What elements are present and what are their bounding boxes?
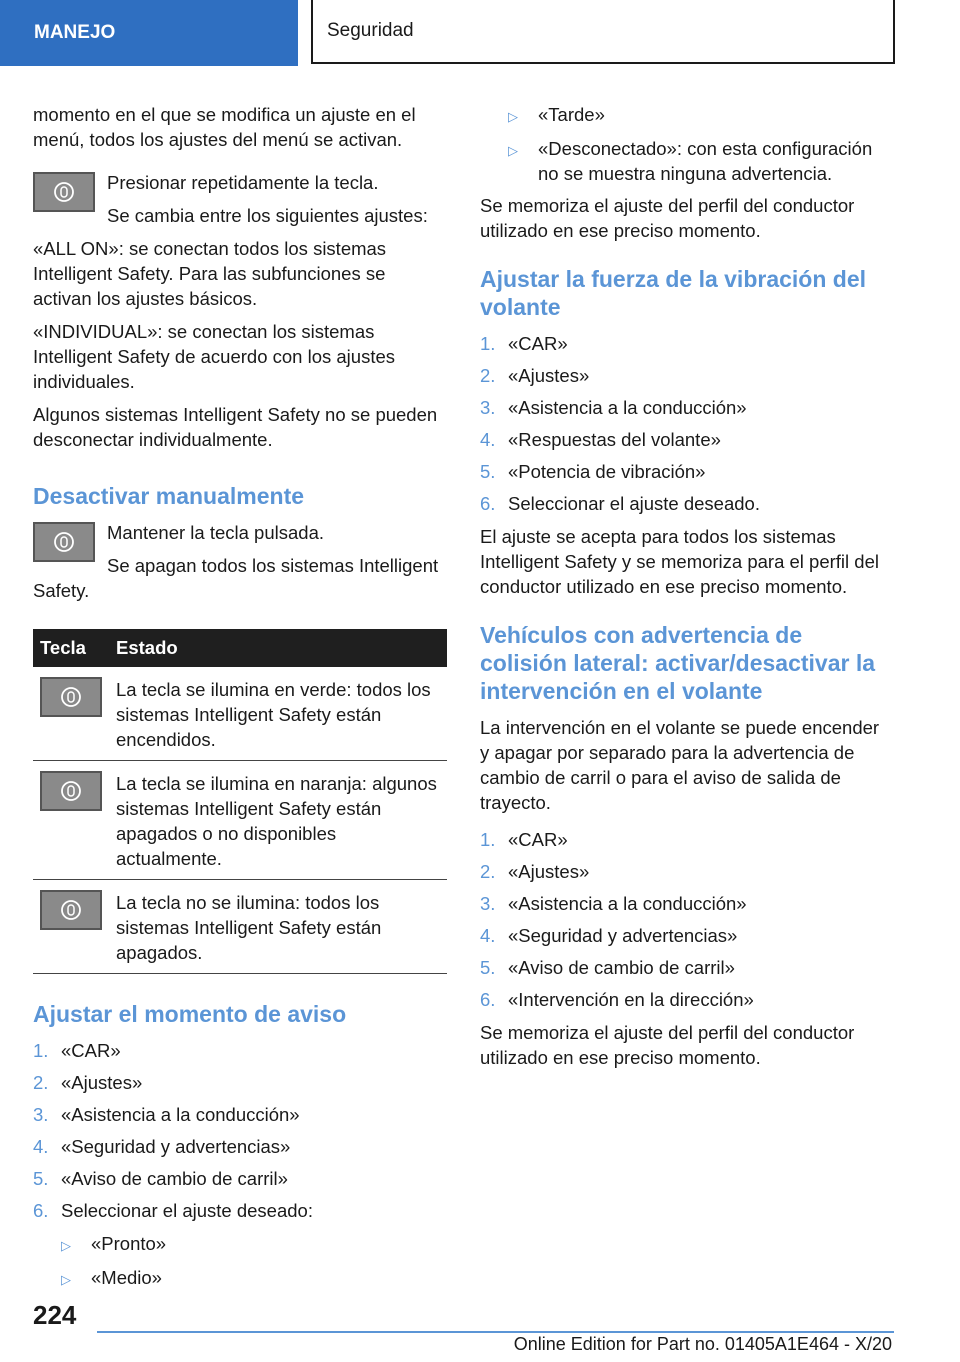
key-instruction-2	[33, 520, 447, 611]
key-off-text: Se apagan todos los sistemas Intelligent Safety.	[33, 555, 439, 601]
safety-key-icon	[33, 172, 95, 212]
memoriza-paragraph-2: Se memoriza el ajuste del perfil del conductor utilizado en ese preciso momento.	[480, 1022, 855, 1068]
page-title: Seguridad	[311, 0, 895, 64]
safety-key-unlit-icon	[40, 890, 102, 930]
options-list-right	[480, 102, 892, 186]
algunos-paragraph: Algunos sistemas Intelligent Safety no se pueden desconectar individualmente.	[33, 404, 438, 450]
key-cycle-text: Se cambia entre los siguientes ajustes:	[107, 205, 428, 226]
options-list-left	[33, 1231, 447, 1292]
triangle-bullet-icon: ▷	[61, 1238, 71, 1253]
heading-vibracion: Ajustar la fuerza de la vibración del volante	[480, 266, 867, 320]
list-item: 4. «Seguridad y advertencias»	[480, 925, 738, 946]
heading-colision-lateral: Vehículos con advertencia de colisión lateral: activar/desactivar la intervención en el volante	[480, 622, 876, 704]
list-item: ▷ «Medio»	[61, 1265, 447, 1292]
table-cell-key	[33, 761, 109, 880]
memoriza-paragraph-1: Se memoriza el ajuste del perfil del conductor utilizado en ese preciso momento.	[480, 195, 855, 241]
triangle-bullet-icon: ▷	[508, 109, 518, 124]
right-column	[480, 102, 892, 1078]
safety-key-orange-icon	[40, 771, 102, 811]
table-header-estado: Estado	[109, 629, 447, 667]
key-hold-text: Mantener la tecla pulsada.	[107, 522, 324, 543]
all-on-paragraph: «ALL ON»: se conectan todos los sistemas Intelligent Safety. Para las subfunciones se activan los ajustes básicos.	[33, 238, 387, 309]
list-item: ▷ «Tarde»	[508, 102, 892, 129]
individual-paragraph: «INDIVIDUAL»: se conectan los sistemas Intelligent Safety de acuerdo con los ajustes individuales.	[33, 321, 396, 392]
table-row	[33, 667, 447, 761]
list-item: ▷ «Pronto»	[61, 1231, 447, 1258]
list-item: 2. «Ajustes»	[480, 861, 590, 882]
list-item: ▷ «Desconectado»: con esta configuración no se muestra ninguna advertencia.	[508, 138, 873, 184]
list-item: 2. «Ajustes»	[480, 365, 590, 386]
list-item: 1. «CAR»	[480, 829, 568, 850]
page-number: 224	[33, 1300, 77, 1330]
table-header-tecla: Tecla	[33, 629, 109, 667]
table-cell-status: La tecla se ilumina en naranja: algunos sistemas Intelligent Safety están apagados o no disponibles actualmente.	[109, 761, 447, 880]
list-item: 6. Seleccionar el ajuste deseado.	[480, 493, 760, 514]
table-cell-key	[33, 880, 109, 974]
list-item: 5. «Aviso de cambio de carril»	[33, 1168, 288, 1189]
list-item: 3. «Asistencia a la conducción»	[33, 1104, 300, 1125]
safety-key-icon	[33, 522, 95, 562]
footer-edition: Online Edition for Part no. 01405A1E464 - X/20	[513, 1334, 892, 1354]
list-item: 5. «Potencia de vibración»	[480, 461, 706, 482]
intro-paragraph: momento en el que se modifica un ajuste en el menú, todos los ajustes del menú se activan.	[33, 104, 416, 150]
table-row	[33, 880, 447, 974]
list-item: 5. «Aviso de cambio de carril»	[480, 957, 735, 978]
heading-momento-aviso: Ajustar el momento de aviso	[33, 1001, 347, 1027]
table-cell-status: La tecla se ilumina en verde: todos los sistemas Intelligent Safety están encendidos.	[109, 667, 447, 761]
key-press-text: Presionar repetidamente la tecla.	[107, 172, 379, 193]
steps-vibracion	[480, 331, 892, 516]
list-item: 4. «Respuestas del volante»	[480, 429, 721, 450]
table-cell-status: La tecla no se ilumina: todos los sistemas Intelligent Safety están apagados.	[109, 880, 447, 974]
list-item: 6. «Intervención en la dirección»	[480, 989, 754, 1010]
key-status-table	[33, 629, 447, 974]
intervencion-paragraph: La intervención en el volante se puede encender y apagar por separado para la advertencia de cambio de carril o para el aviso de salida de trayecto.	[480, 717, 880, 813]
key-instruction-1	[33, 170, 447, 236]
acepta-paragraph: El ajuste se acepta para todos los sistemas Intelligent Safety y se memoriza para el perfil del conductor utilizado en ese preciso momento.	[480, 526, 879, 597]
list-item: 6. Seleccionar el ajuste deseado:	[33, 1200, 313, 1221]
list-item: 3. «Asistencia a la conducción»	[480, 397, 747, 418]
heading-desactivar: Desactivar manualmente	[33, 483, 305, 509]
table-row	[33, 761, 447, 880]
footer-divider	[97, 1331, 894, 1333]
triangle-bullet-icon: ▷	[508, 143, 518, 158]
list-item: 3. «Asistencia a la conducción»	[480, 893, 747, 914]
safety-key-green-icon	[40, 677, 102, 717]
table-cell-key	[33, 667, 109, 761]
steps-colision	[480, 827, 892, 1012]
list-item: 1. «CAR»	[33, 1040, 121, 1061]
list-item: 1. «CAR»	[480, 333, 568, 354]
steps-momento-aviso	[33, 1038, 447, 1223]
list-item: 4. «Seguridad y advertencias»	[33, 1136, 291, 1157]
left-column	[33, 102, 447, 1299]
triangle-bullet-icon: ▷	[61, 1272, 71, 1287]
list-item: 2. «Ajustes»	[33, 1072, 143, 1093]
section-tab: MANEJO	[0, 0, 298, 66]
